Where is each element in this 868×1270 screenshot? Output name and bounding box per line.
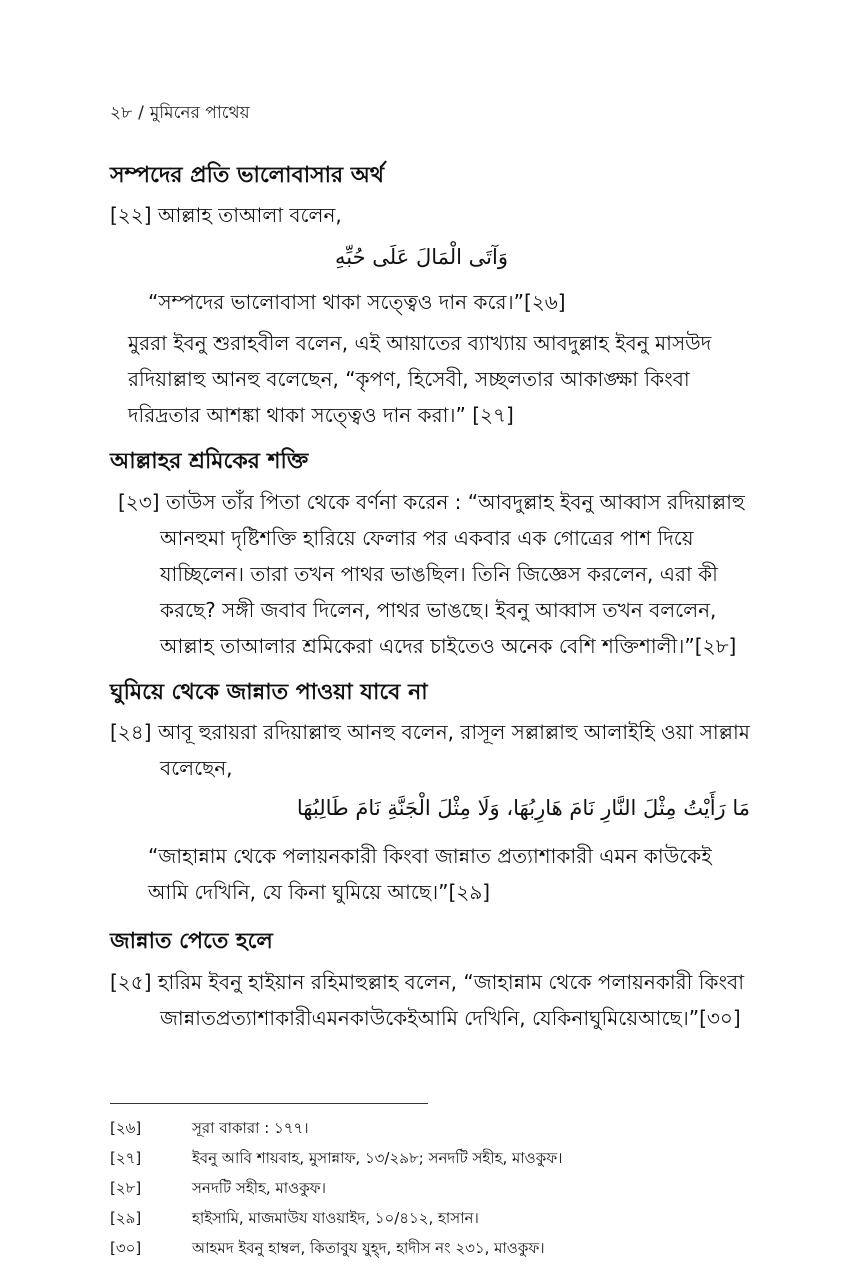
footnote-divider bbox=[110, 1103, 428, 1104]
footnote-text: ইবনু আবি শায়বাহ, মুসান্নাফ, ১৩/২৯৮; সনদটি সহীহ, মাওকুফ। bbox=[192, 1149, 563, 1167]
body-line: মুররা ইবনু শুরাহবীল বলেন, এই আয়াতের ব্যাখ্যায় আবদুল্লাহ ইবনু মাসউদ bbox=[128, 331, 712, 355]
footnote-text: সূরা বাকারা : ১৭৭। bbox=[192, 1119, 309, 1137]
arabic-verse: وَآتَى الْمَالَ عَلَى حُبِّهِ bbox=[335, 245, 508, 269]
section-heading: জান্নাত পেতে হলে bbox=[110, 929, 273, 954]
body-line: দরিদ্রতার আশঙ্কা থাকা সত্ত্বেও দান করা।” [২৭] bbox=[128, 403, 514, 427]
footnote bbox=[110, 1117, 309, 1142]
footnote bbox=[110, 1207, 479, 1232]
footnote bbox=[110, 1177, 326, 1202]
header-separator: / bbox=[138, 103, 144, 123]
book-title: মুমিনের পাথেয় bbox=[149, 103, 250, 123]
section-heading: সম্পদের প্রতি ভালোবাসার অর্থ bbox=[110, 163, 385, 188]
footnote-number: [২৬] bbox=[110, 1119, 142, 1137]
verse-translation: “সম্পদের ভালোবাসা থাকা সত্ত্বেও দান করে।”[২৬] bbox=[148, 290, 566, 314]
hadith-line: [২৫] হারিম ইবনু হাইয়ান রহিমাহুল্লাহ বলেন, “জাহান্নাম থেকে পলায়নকারী কিংবা bbox=[110, 970, 744, 994]
hadith-line: বলেছেন, bbox=[160, 756, 233, 780]
hadith-line: যাচ্ছিলেন। তারা তখন পাথর ভাঙছিল। তিনি জিজ্ঞেস করলেন, এরা কী bbox=[160, 562, 718, 586]
footnote-number: [৩০] bbox=[110, 1239, 142, 1257]
footnote bbox=[110, 1147, 563, 1172]
page-number: ২৮ bbox=[110, 103, 133, 123]
section-heading: আল্লাহর শ্রমিকের শক্তি bbox=[110, 449, 309, 474]
hadith-line: [২৩] তাউস তাঁর পিতা থেকে বর্ণনা করেন : “আবদুল্লাহ ইবনু আব্বাস রদিয়াল্লাহু bbox=[118, 490, 745, 514]
hadith-translation: আমি দেখিনি, যে কিনা ঘুমিয়ে আছে।”[২৯] bbox=[148, 880, 491, 904]
body-line: রদিয়াল্লাহু আনহু বলেছেন, “কৃপণ, হিসেবী, সচ্ছলতার আকাঙ্ক্ষা কিংবা bbox=[128, 367, 690, 391]
hadith-line: আনহুমা দৃষ্টিশক্তি হারিয়ে ফেলার পর একবার এক গোত্রের পাশ দিয়ে bbox=[160, 526, 694, 550]
hadith-intro: [২২] আল্লাহ তাআলা বলেন, bbox=[110, 203, 342, 227]
section-heading: ঘুমিয়ে থেকে জান্নাত পাওয়া যাবে না bbox=[110, 680, 428, 705]
footnote-text: সনদটি সহীহ, মাওকুফ। bbox=[192, 1179, 327, 1197]
running-header bbox=[110, 100, 250, 128]
hadith-line: [২৪] আবূ হুরায়রা রদিয়াল্লাহু আনহু বলেন, রাসূল সল্লাল্লাহু আলাইহি ওয়া সাল্লাম bbox=[110, 720, 750, 744]
hadith-line: করছে? সঙ্গী জবাব দিলেন, পাথর ভাঙছে। ইবনু আব্বাস তখন বললেন, bbox=[160, 598, 717, 622]
footnote-number: [২৯] bbox=[110, 1209, 142, 1227]
footnote-number: [২৭] bbox=[110, 1149, 142, 1167]
arabic-hadith: مَا رَأَيْتُ مِثْلَ النَّارِ نَامَ هَارِبُهَا، وَلَا مِثْلَ الْجَنَّةِ نَامَ طَالِبُهَا bbox=[296, 796, 750, 820]
footnote-text: হাইসামি, মাজমাউয যাওয়াইদ, ১০/৪১২, হাসান। bbox=[192, 1209, 479, 1227]
footnote-text: আহমদ ইবনু হাম্বল, কিতাবুয যুহ্‌দ, হাদীস নং ২৩১, মাওকুফ। bbox=[192, 1239, 545, 1257]
footnote-number: [২৮] bbox=[110, 1179, 142, 1197]
footnote bbox=[110, 1237, 545, 1262]
hadith-translation: “জাহান্নাম থেকে পলায়নকারী কিংবা জান্নাত প্রত্যাশাকারী এমন কাউকেই bbox=[148, 844, 712, 868]
hadith-line: আল্লাহ তাআলার শ্রমিকেরা এদের চাইতেও অনেক বেশি শক্তিশালী।”[২৮] bbox=[160, 634, 737, 658]
hadith-line: জান্নাতপ্রত্যাশাকারীএমনকাউকেইআমি দেখিনি, যেকিনাঘুমিয়েআছে।”[৩০] bbox=[160, 1006, 741, 1030]
